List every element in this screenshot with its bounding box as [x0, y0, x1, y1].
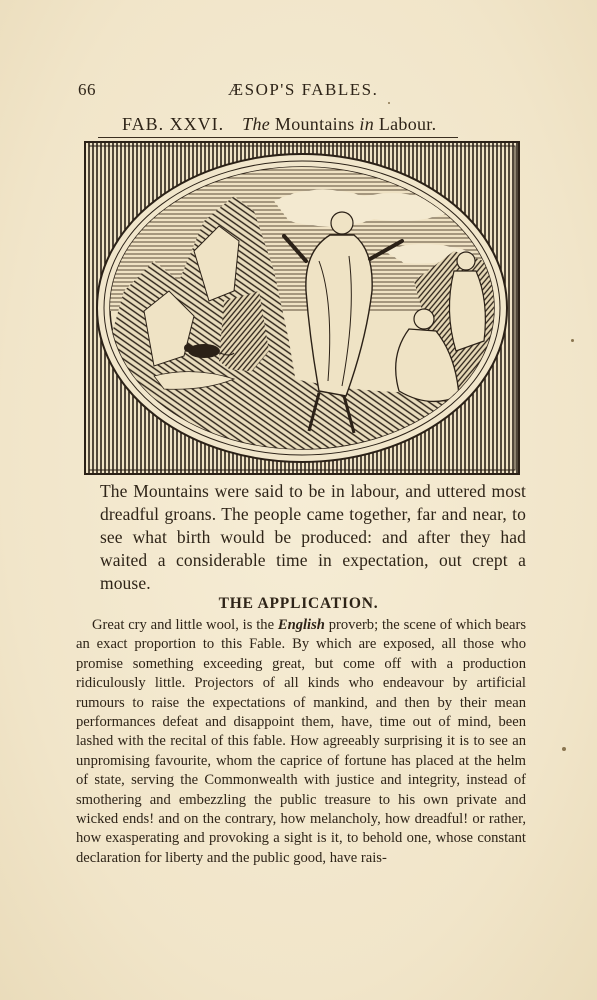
- fable-title: [122, 114, 462, 135]
- fable-text: The Mountains were said to be in labour, and uttered most dreadful groans. The people came together, far and near, to see what birth would be produced: and after they had waited a considerable time in expectation, out crept a mouse.: [100, 481, 526, 593]
- application-text-after: proverb; the scene of which bears an exact proportion to this Fable. By which are exposed, all those who promise something exceeding great, but come off with a production ridiculously little. Projectors of all kinds who endeavour by artificial rumours to raise the expectations of mankind, and then by their mean performances defeat and disappoint them, have, time out of mind, been lashed with the recital of this fable. How agreeably surprising it is to see an unpromising favourite, whom the caprice of fortune has placed at the helm of state, serving the Commonwealth with justice and integrity, instead of smothering and embezzling the public treasure to his own private and wicked ends! and on the contrary, how melancholy, how dreadful! or rather, how exasperating and provoking a sight is it, to behold one, whose constant declaration for liberty and the public good, have rais-: [76, 617, 526, 866]
- fable-title-the: The: [242, 114, 271, 134]
- application-heading: THE APPLICATION.: [218, 595, 379, 612]
- title-rule: [98, 137, 458, 138]
- paper-speck: [388, 102, 390, 104]
- fable-number: FAB. XXVI.: [122, 114, 225, 134]
- woodcut-illustration: [84, 141, 520, 475]
- paper-speck: [571, 339, 574, 342]
- page-number: 66: [78, 80, 96, 99]
- application-text: [76, 616, 526, 868]
- application-english-word: English: [277, 617, 325, 633]
- paper-speck: [562, 747, 566, 751]
- application-text-before: Great cry and little wool, is the: [92, 617, 278, 633]
- fable-title-in: in: [359, 114, 375, 134]
- fable-title-labour: Labour.: [378, 114, 437, 134]
- fable-title-mountains: Mountains: [274, 114, 355, 134]
- running-title: ÆSOP'S FABLES.: [228, 80, 379, 99]
- running-head: [78, 80, 518, 104]
